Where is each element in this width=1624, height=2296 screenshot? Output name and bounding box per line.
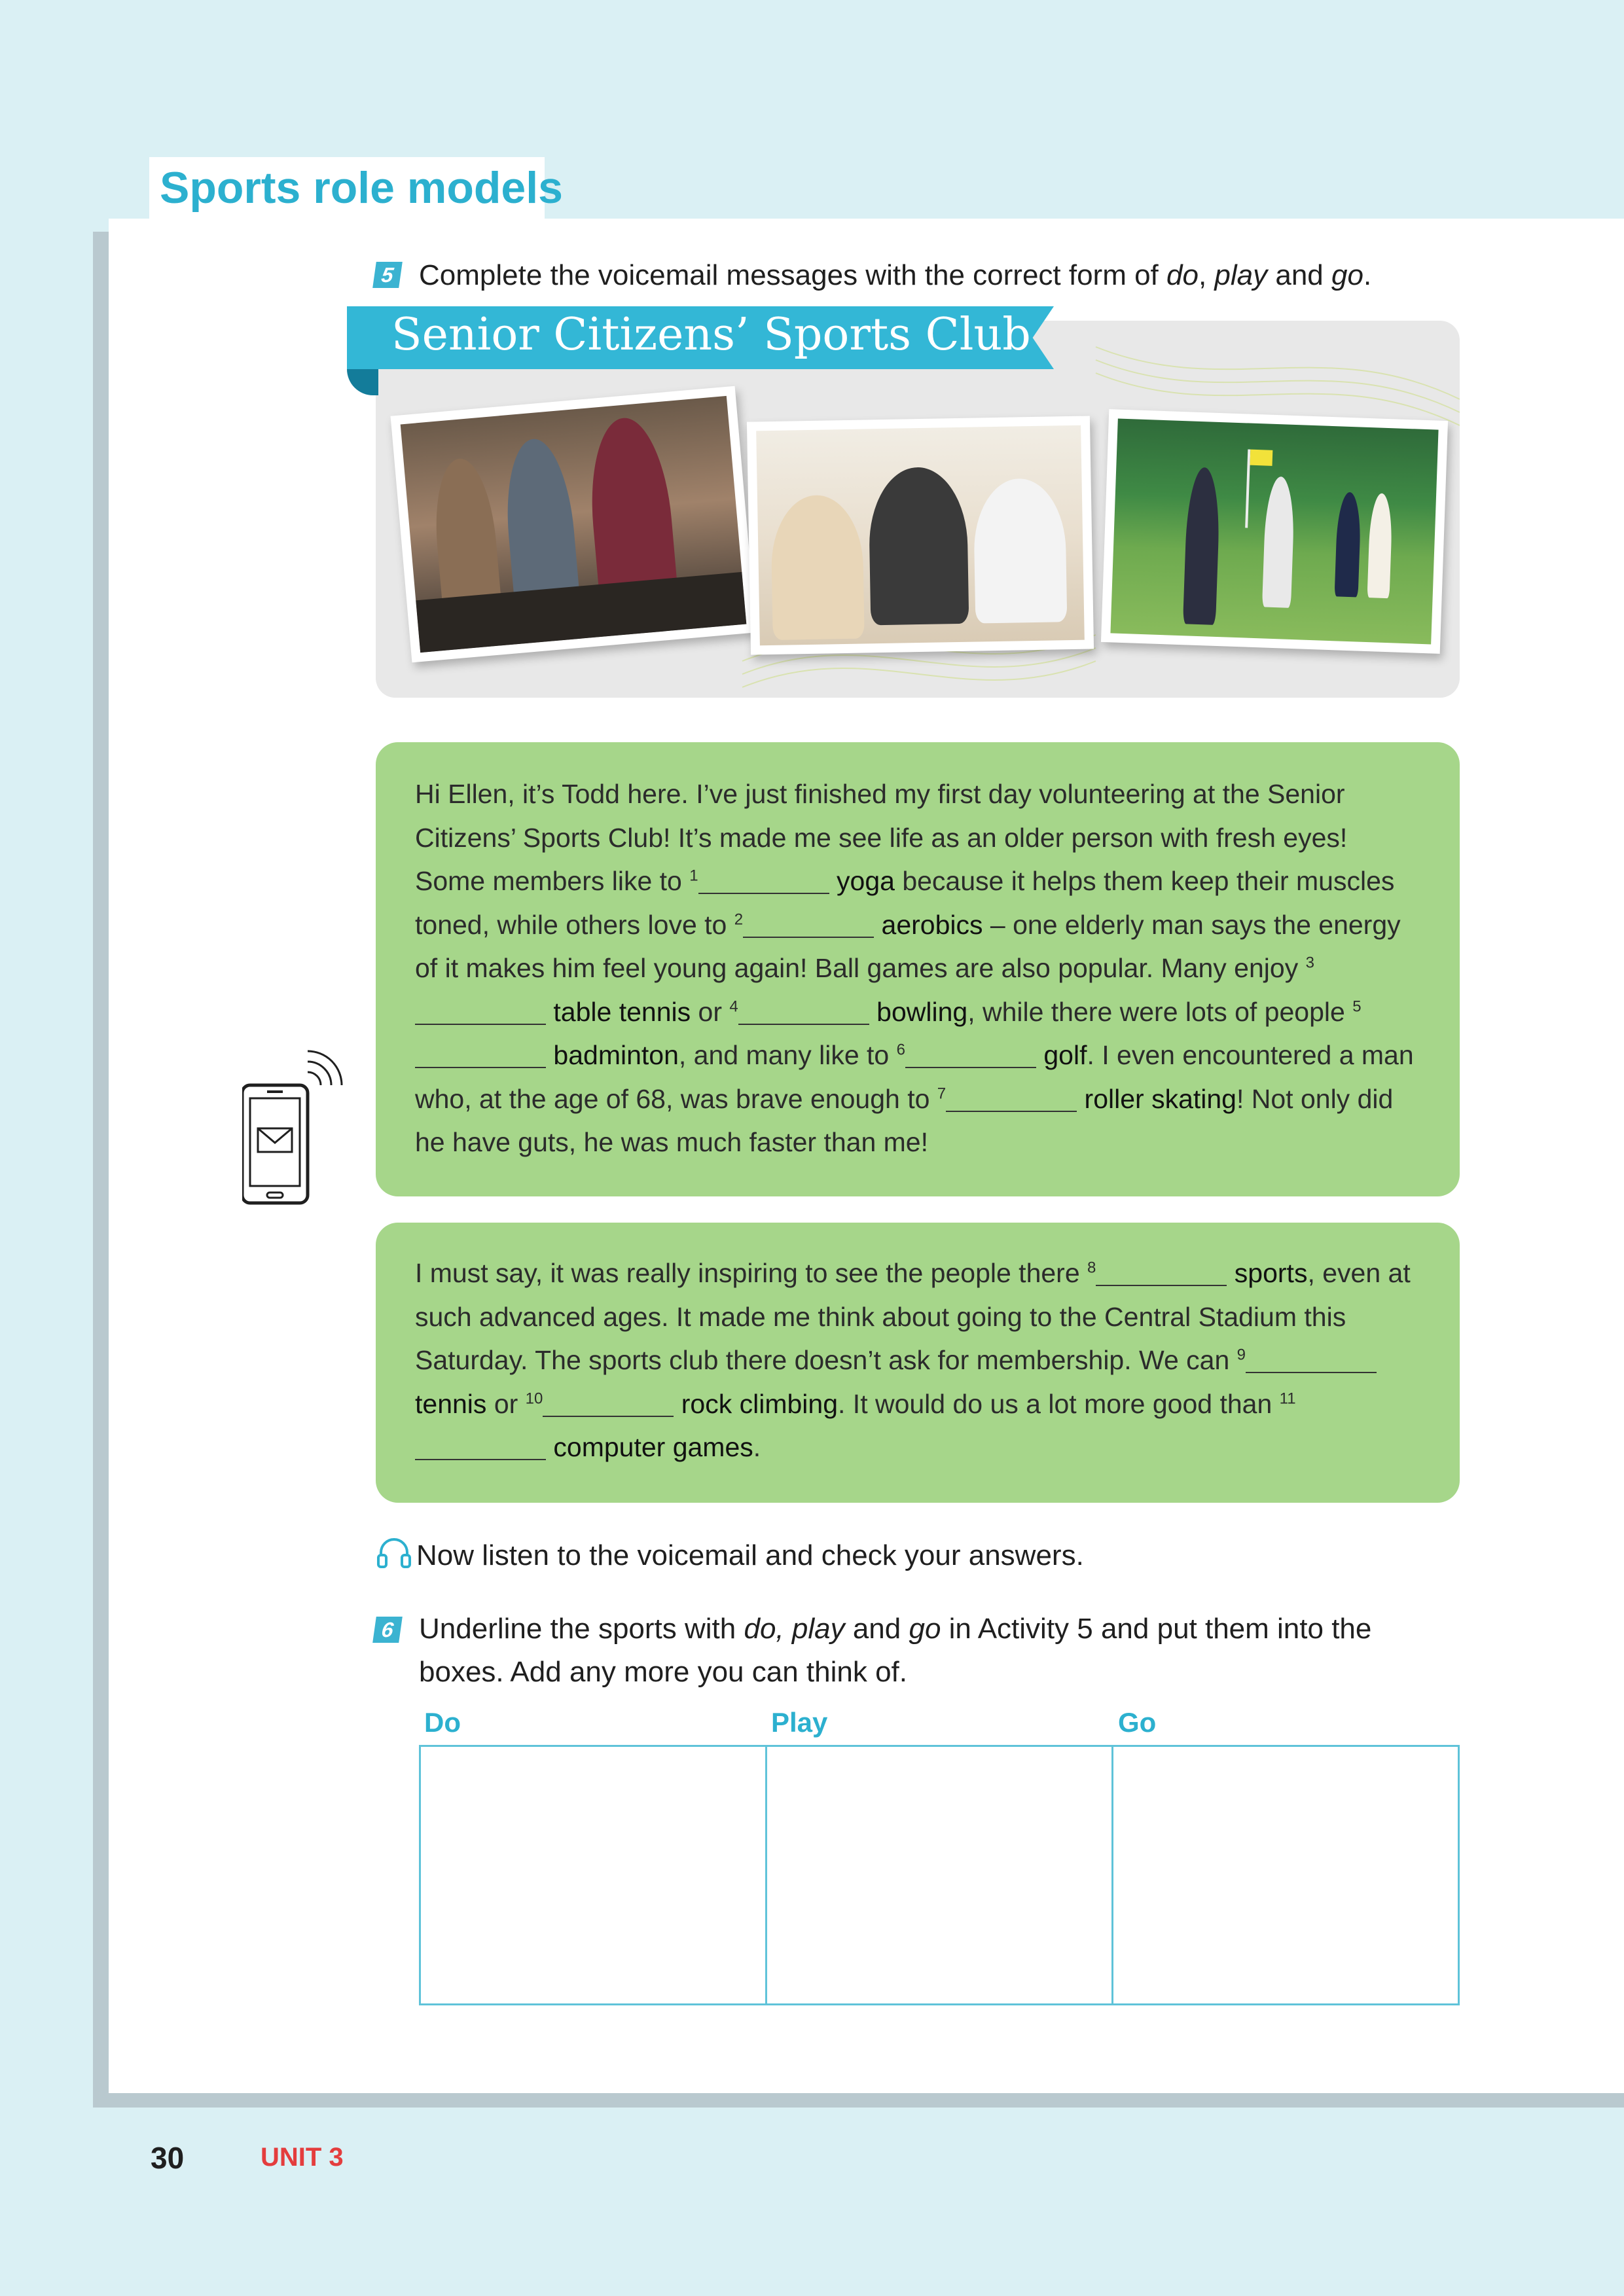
blank-4[interactable] [738,997,869,1025]
voicemail-message-2-text: I must say, it was really inspiring to see the people there $^8$ sports, even at such advanced ages. It made me think about going to the Central Stadium this Saturday. The sports club there doesn’t ask for membership. We can $^9$ tennis or $^{10}$ rock climbing. It would do us a lot more good than $^{11}$ computer games. [415,1258,1411,1462]
unit-label: UNIT 3 [261,2143,344,2172]
table-cell-play[interactable] [767,1747,1113,2003]
blank-3[interactable] [415,997,546,1025]
headphones-icon[interactable] [376,1534,412,1571]
voicemail-message-1-text: Hi Ellen, it’s Todd here. I’ve just finished my first day volunteering at the Senior Citizens’ Sports Club! It’s made me see life as an older person with fresh eyes! Some members like to $^1$ yoga because it helps them keep their muscles toned, while others love to $^2$ aerobics – one elderly man says the energy of it makes him feel young again! Ball games are also popular. Many enjoy $^3$ table tennis or $^4$ bowling, while there were lots of people $^5$ badminton, and many like to $^6$ golf. I even encountered a man who, at the age of 68, was brave enough to $^7$ roller skating! Not only did he have guts, he was much faster than me! [415,779,1414,1157]
table-cell-do[interactable] [421,1747,767,2003]
voicemail-message-2 [376,1223,1460,1503]
voicemail-message-1 [376,742,1460,1196]
listen-instruction: Now listen to the voicemail and check your answers. [416,1539,1084,1571]
blank-5[interactable] [415,1040,546,1068]
column-header-play: Play [771,1707,828,1738]
club-banner-title: Senior Citizens’ Sports Club [391,309,1031,361]
column-header-go: Go [1118,1707,1157,1738]
activity-6-number: 6 [372,1617,403,1643]
blank-2[interactable] [743,910,874,938]
blank-11[interactable] [415,1432,546,1460]
photo-golf [1101,409,1448,654]
section-title: Sports role models [160,163,563,213]
activity-5-number: 5 [372,262,403,288]
blank-1[interactable] [698,866,829,894]
activity-5-instruction: Complete the voicemail messages with the correct form of do, play and go. [419,259,1372,291]
blank-10[interactable] [543,1389,674,1417]
activity-6-instruction-line-2: boxes. Add any more you can think of. [419,1656,908,1688]
photo-gym [391,386,757,663]
photo-stretching [747,416,1094,655]
blank-8[interactable] [1096,1258,1227,1286]
sports-answer-table [419,1745,1460,2005]
activity-6-instruction-line-1: Underline the sports with do, play and go in Activity 5 and put them into the [419,1613,1372,1645]
table-cell-go[interactable] [1113,1747,1458,2003]
page-number: 30 [151,2141,185,2175]
column-header-do: Do [424,1707,461,1738]
blank-7[interactable] [946,1084,1077,1112]
phone-message-icon [242,1046,360,1210]
blank-6[interactable] [905,1040,1036,1068]
blank-9[interactable] [1246,1345,1377,1373]
